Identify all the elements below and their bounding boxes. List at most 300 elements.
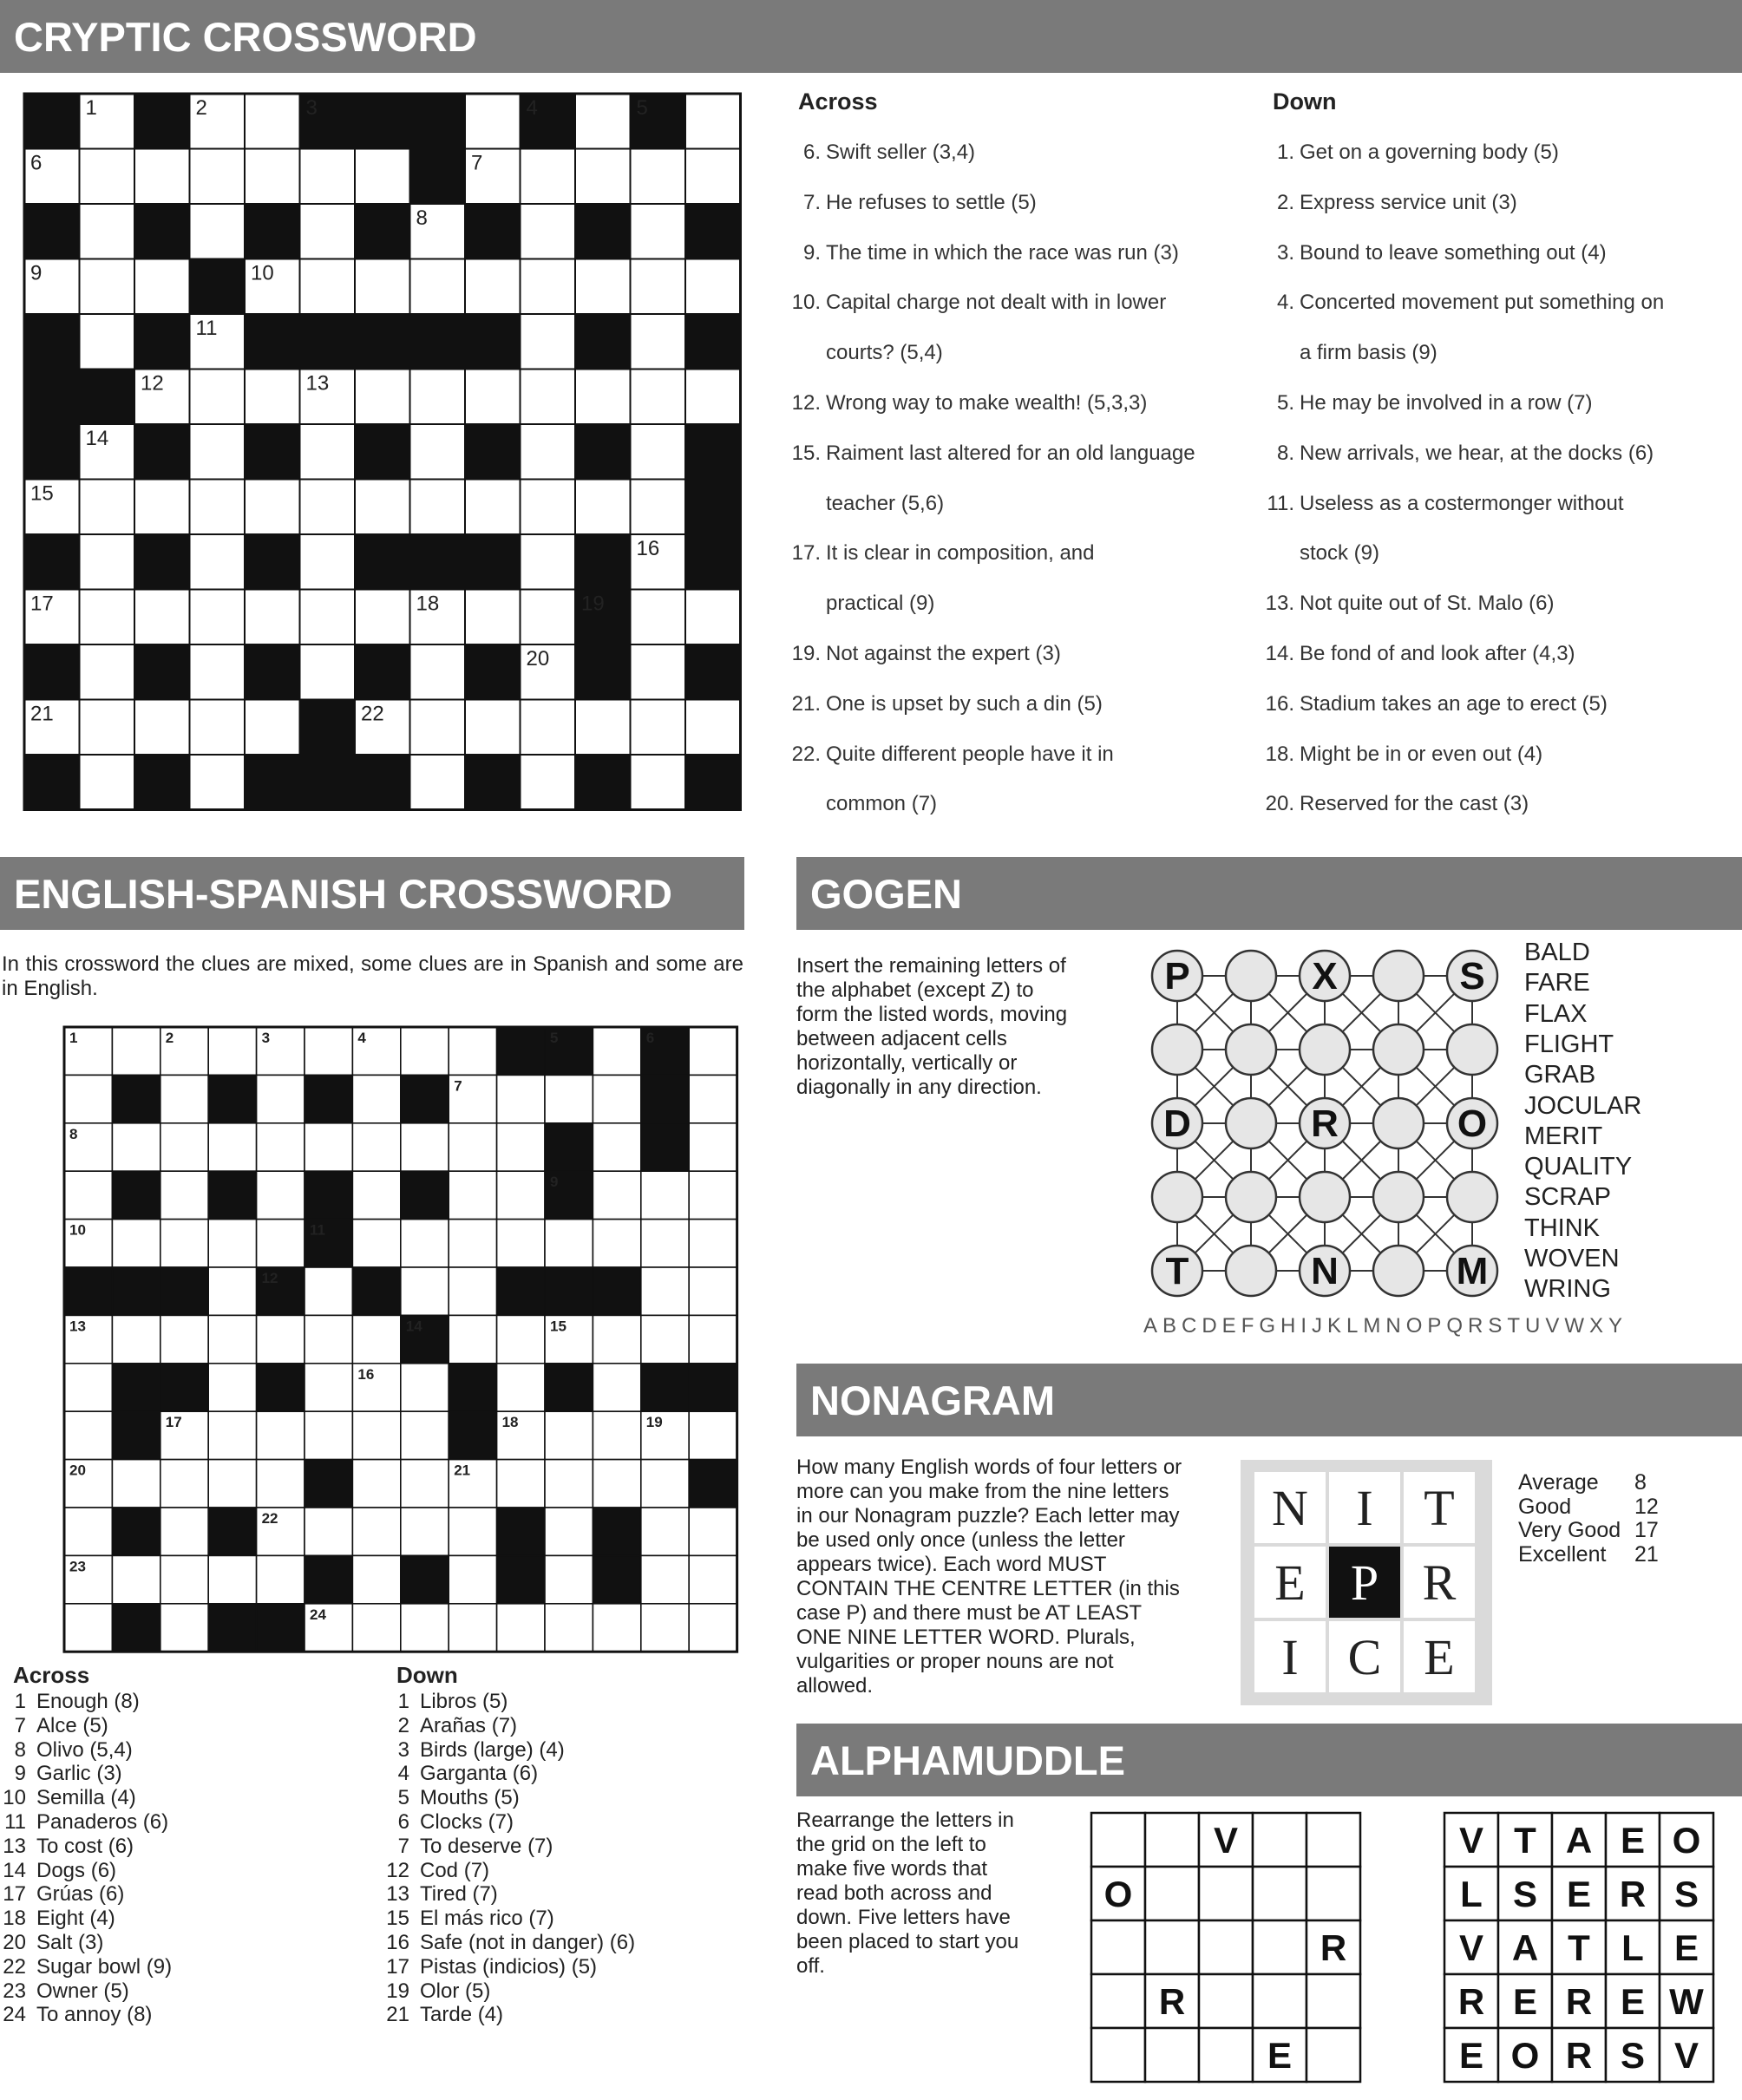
clue-line <box>1260 692 1608 716</box>
white-square[interactable] <box>134 700 190 756</box>
white-square[interactable] <box>449 1315 496 1363</box>
alphamuddle-letter: A <box>1565 1820 1593 1861</box>
white-square[interactable] <box>352 1171 400 1219</box>
clue-number: 9. <box>802 240 821 265</box>
white-square[interactable] <box>112 1315 160 1363</box>
white-square[interactable] <box>300 534 356 590</box>
gogen-cell[interactable] <box>1226 1172 1276 1222</box>
white-square[interactable] <box>521 204 576 259</box>
white-square[interactable] <box>641 1555 689 1603</box>
clue-number: 17. <box>791 541 821 566</box>
white-square[interactable] <box>685 149 741 205</box>
white-square[interactable] <box>685 590 741 645</box>
white-square[interactable] <box>352 1411 400 1459</box>
white-square[interactable] <box>575 480 631 535</box>
clue-line <box>786 191 1037 215</box>
white-square[interactable] <box>593 1411 640 1459</box>
white-square[interactable] <box>355 590 410 645</box>
clue-number: 18 <box>3 1907 26 1931</box>
gogen-cell[interactable] <box>1373 951 1424 1001</box>
alphamuddle-cell[interactable] <box>1091 1920 1145 1974</box>
gogen-cell[interactable] <box>1447 1172 1497 1222</box>
white-square[interactable] <box>300 259 356 315</box>
white-square[interactable] <box>631 204 686 259</box>
white-square[interactable] <box>593 1220 640 1267</box>
black-square <box>355 534 410 590</box>
white-square[interactable] <box>521 755 576 810</box>
white-square[interactable] <box>300 644 356 700</box>
clue-text: Grúas (6) <box>36 1882 125 1907</box>
white-square[interactable] <box>401 1460 449 1508</box>
white-square[interactable] <box>575 94 631 149</box>
white-square[interactable] <box>449 1171 496 1219</box>
white-square[interactable] <box>465 480 521 535</box>
white-square[interactable] <box>689 1555 737 1603</box>
white-square[interactable] <box>305 1267 352 1315</box>
white-square[interactable] <box>545 1075 593 1122</box>
white-square[interactable] <box>112 1555 160 1603</box>
clue-line <box>383 1931 635 1955</box>
alphamuddle-cell[interactable] <box>1091 2028 1145 2082</box>
white-square[interactable] <box>245 590 300 645</box>
white-square[interactable] <box>689 1171 737 1219</box>
white-square[interactable] <box>401 1123 449 1171</box>
white-square[interactable] <box>112 1123 160 1171</box>
white-square[interactable] <box>257 1171 305 1219</box>
white-square[interactable] <box>160 1123 208 1171</box>
white-square[interactable] <box>245 149 300 205</box>
white-square[interactable] <box>160 1220 208 1267</box>
black-square <box>24 755 80 810</box>
white-square[interactable] <box>497 1460 545 1508</box>
gogen-cell[interactable] <box>1226 1098 1276 1148</box>
white-square[interactable] <box>465 259 521 315</box>
white-square[interactable] <box>257 1123 305 1171</box>
white-square[interactable] <box>521 480 576 535</box>
clue-text: Owner (5) <box>36 1979 129 2003</box>
es-grid[interactable] <box>63 1026 738 1652</box>
white-square[interactable] <box>80 755 135 810</box>
gogen-cell[interactable] <box>1226 1024 1276 1075</box>
white-square[interactable] <box>305 1315 352 1363</box>
clue-number: 24 <box>3 2003 26 2027</box>
white-square[interactable] <box>689 1267 737 1315</box>
alphamuddle-cell[interactable] <box>1091 1813 1145 1867</box>
white-square[interactable] <box>593 1315 640 1363</box>
white-square[interactable] <box>160 1604 208 1652</box>
white-square[interactable] <box>257 1315 305 1363</box>
clue-text: Not against the expert (3) <box>826 642 1061 665</box>
clue-line <box>786 642 1061 666</box>
clue-text: To deserve (7) <box>420 1834 553 1858</box>
white-square[interactable] <box>245 370 300 425</box>
white-square[interactable] <box>80 534 135 590</box>
white-square[interactable] <box>190 204 246 259</box>
white-square[interactable] <box>300 480 356 535</box>
white-square[interactable] <box>449 1555 496 1603</box>
clue-number: 1 <box>85 96 97 120</box>
white-square[interactable] <box>190 534 246 590</box>
clue-text: a firm basis (9) <box>1300 341 1437 365</box>
white-square[interactable] <box>134 480 190 535</box>
white-square[interactable] <box>631 370 686 425</box>
es-across-heading: Across <box>13 1662 90 1688</box>
white-square[interactable] <box>208 1123 256 1171</box>
white-square[interactable] <box>521 590 576 645</box>
white-square[interactable] <box>689 1604 737 1652</box>
white-square[interactable] <box>449 1123 496 1171</box>
gogen-letter: R <box>1311 1102 1339 1145</box>
white-square[interactable] <box>160 1555 208 1603</box>
clue-text: New arrivals, we hear, at the docks (6) <box>1300 441 1654 465</box>
black-square <box>245 534 300 590</box>
white-square[interactable] <box>631 590 686 645</box>
white-square[interactable] <box>685 370 741 425</box>
white-square[interactable] <box>631 700 686 756</box>
white-square[interactable] <box>190 370 246 425</box>
gogen-cell[interactable] <box>1226 951 1276 1001</box>
white-square[interactable] <box>64 1508 112 1555</box>
gogen-cell[interactable] <box>1373 1098 1424 1148</box>
white-square[interactable] <box>245 94 300 149</box>
white-square[interactable] <box>641 1171 689 1219</box>
white-square[interactable] <box>80 204 135 259</box>
white-square[interactable] <box>689 1411 737 1459</box>
white-square[interactable] <box>575 149 631 205</box>
white-square[interactable] <box>134 590 190 645</box>
white-square[interactable] <box>449 1604 496 1652</box>
clue-number: 16 <box>636 537 660 560</box>
white-square[interactable] <box>521 314 576 370</box>
white-square[interactable] <box>208 1220 256 1267</box>
white-square[interactable] <box>305 1364 352 1411</box>
white-square[interactable] <box>449 1027 496 1075</box>
white-square[interactable] <box>689 1027 737 1075</box>
white-square[interactable] <box>685 94 741 149</box>
white-square[interactable] <box>641 1267 689 1315</box>
gogen-cell[interactable] <box>1447 1024 1497 1075</box>
white-square[interactable] <box>305 1027 352 1075</box>
white-square[interactable] <box>593 1460 640 1508</box>
white-square[interactable] <box>689 1075 737 1122</box>
white-square[interactable] <box>410 700 466 756</box>
white-square[interactable] <box>641 1604 689 1652</box>
white-square[interactable] <box>465 94 521 149</box>
white-square[interactable] <box>497 1075 545 1122</box>
gogen-cell[interactable] <box>1152 1024 1202 1075</box>
cryptic-across-heading: Across <box>798 88 878 114</box>
white-square[interactable] <box>689 1315 737 1363</box>
white-square[interactable] <box>112 1460 160 1508</box>
white-square[interactable] <box>208 1555 256 1603</box>
black-square <box>352 1267 400 1315</box>
alphamuddle-answer-grid[interactable] <box>1090 1811 1364 2085</box>
clue-text: Panaderos (6) <box>36 1810 169 1834</box>
white-square[interactable] <box>521 370 576 425</box>
white-square[interactable] <box>593 1171 640 1219</box>
white-square[interactable] <box>401 1220 449 1267</box>
white-square[interactable] <box>190 755 246 810</box>
white-square[interactable] <box>160 1315 208 1363</box>
clue-line <box>0 1859 116 1883</box>
white-square[interactable] <box>631 149 686 205</box>
white-square[interactable] <box>497 1220 545 1267</box>
white-square[interactable] <box>208 1460 256 1508</box>
white-square[interactable] <box>465 700 521 756</box>
white-square[interactable] <box>305 1411 352 1459</box>
white-square[interactable] <box>300 149 356 205</box>
white-square[interactable] <box>80 644 135 700</box>
alphamuddle-cell[interactable] <box>1306 1867 1360 1920</box>
gogen-cell[interactable] <box>1373 1024 1424 1075</box>
alphamuddle-cell[interactable] <box>1306 1974 1360 2028</box>
white-square[interactable] <box>401 1267 449 1315</box>
clue-text: He may be involved in a row (7) <box>1300 391 1593 415</box>
cryptic-title: CRYPTIC CROSSWORD <box>14 13 477 60</box>
white-square[interactable] <box>410 259 466 315</box>
white-square[interactable] <box>410 424 466 480</box>
white-square[interactable] <box>593 1364 640 1411</box>
white-square[interactable] <box>64 1604 112 1652</box>
alphamuddle-cell[interactable] <box>1199 1867 1253 1920</box>
white-square[interactable] <box>257 1555 305 1603</box>
white-square[interactable] <box>355 259 410 315</box>
white-square[interactable] <box>685 700 741 756</box>
white-square[interactable] <box>190 424 246 480</box>
white-square[interactable] <box>410 644 466 700</box>
alphamuddle-cell[interactable] <box>1306 2028 1360 2082</box>
white-square[interactable] <box>80 149 135 205</box>
white-square[interactable] <box>545 1555 593 1603</box>
white-square[interactable] <box>465 370 521 425</box>
white-square[interactable] <box>134 259 190 315</box>
white-square[interactable] <box>352 1508 400 1555</box>
white-square[interactable] <box>190 480 246 535</box>
clue-line <box>786 391 1147 415</box>
white-square[interactable] <box>521 424 576 480</box>
white-square[interactable] <box>497 1364 545 1411</box>
white-square[interactable] <box>449 1267 496 1315</box>
gogen-cell[interactable] <box>1300 1172 1350 1222</box>
clue-number: 16 <box>386 1931 409 1954</box>
alphamuddle-cell[interactable] <box>1145 1920 1199 1974</box>
white-square[interactable] <box>521 149 576 205</box>
white-square[interactable] <box>545 1508 593 1555</box>
black-square <box>24 204 80 259</box>
white-square[interactable] <box>355 370 410 425</box>
gogen-cell[interactable] <box>1373 1172 1424 1222</box>
white-square[interactable] <box>80 259 135 315</box>
clue-text: Concerted movement put something on <box>1300 291 1665 315</box>
white-square[interactable] <box>112 1220 160 1267</box>
white-square[interactable] <box>497 1171 545 1219</box>
alphamuddle-cell[interactable] <box>1253 1920 1306 1974</box>
white-square[interactable] <box>190 700 246 756</box>
white-square[interactable] <box>631 480 686 535</box>
clue-number: 12 <box>386 1858 409 1882</box>
white-square[interactable] <box>545 1220 593 1267</box>
white-square[interactable] <box>497 1604 545 1652</box>
white-square[interactable] <box>631 424 686 480</box>
nonagram-grid[interactable] <box>1241 1460 1492 1705</box>
clue-line <box>0 1690 140 1714</box>
white-square[interactable] <box>497 1315 545 1363</box>
clue-number: 17 <box>165 1414 182 1431</box>
white-square[interactable] <box>352 1555 400 1603</box>
clue-text: He refuses to settle (5) <box>826 190 1037 214</box>
white-square[interactable] <box>160 1508 208 1555</box>
white-square[interactable] <box>190 149 246 205</box>
gogen-cell[interactable] <box>1300 1024 1350 1075</box>
gogen-cell[interactable] <box>1226 1246 1276 1296</box>
white-square[interactable] <box>575 370 631 425</box>
white-square[interactable] <box>160 1171 208 1219</box>
white-square[interactable] <box>401 1604 449 1652</box>
white-square[interactable] <box>631 259 686 315</box>
clue-number: 15. <box>791 441 821 465</box>
cryptic-grid[interactable] <box>23 93 742 811</box>
white-square[interactable] <box>593 1123 640 1171</box>
black-square <box>593 1555 640 1603</box>
white-square[interactable] <box>134 149 190 205</box>
white-square[interactable] <box>352 1315 400 1363</box>
white-square[interactable] <box>641 1460 689 1508</box>
white-square[interactable] <box>64 1364 112 1411</box>
white-square[interactable] <box>352 1220 400 1267</box>
white-square[interactable] <box>352 1123 400 1171</box>
white-square[interactable] <box>497 1123 545 1171</box>
alphamuddle-cell[interactable] <box>1199 1920 1253 1974</box>
white-square[interactable] <box>545 1411 593 1459</box>
alphamuddle-cell[interactable] <box>1253 1867 1306 1920</box>
white-square[interactable] <box>521 534 576 590</box>
clue-line <box>1260 541 1379 566</box>
alphamuddle-cell[interactable] <box>1199 1974 1253 2028</box>
white-square[interactable] <box>575 700 631 756</box>
clue-line <box>0 1907 115 1931</box>
white-square[interactable] <box>410 370 466 425</box>
alphamuddle-cell[interactable] <box>1253 1813 1306 1867</box>
white-square[interactable] <box>208 1364 256 1411</box>
white-square[interactable] <box>449 1220 496 1267</box>
gogen-word: QUALITY <box>1524 1153 1633 1181</box>
white-square[interactable] <box>300 590 356 645</box>
white-square[interactable] <box>521 700 576 756</box>
white-square[interactable] <box>689 1220 737 1267</box>
white-square[interactable] <box>401 1411 449 1459</box>
gogen-grid[interactable] <box>1145 944 1489 1292</box>
white-square[interactable] <box>352 1075 400 1122</box>
alphamuddle-cell[interactable] <box>1091 1974 1145 2028</box>
white-square[interactable] <box>352 1604 400 1652</box>
white-square[interactable] <box>112 1027 160 1075</box>
alphamuddle-cell[interactable] <box>1145 2028 1199 2082</box>
white-square[interactable] <box>641 1220 689 1267</box>
white-square[interactable] <box>64 1075 112 1122</box>
white-square[interactable] <box>593 1604 640 1652</box>
white-square[interactable] <box>410 755 466 810</box>
white-square[interactable] <box>208 1411 256 1459</box>
white-square[interactable] <box>689 1508 737 1555</box>
clue-line <box>383 1979 490 2004</box>
white-square[interactable] <box>300 204 356 259</box>
gogen-cell[interactable] <box>1152 1172 1202 1222</box>
white-square[interactable] <box>80 314 135 370</box>
white-square[interactable] <box>685 259 741 315</box>
nonagram-intro: How many English words of four letters or more can you make from the nine letters in our Nonagram puzzle? Each letter may be used only once (unless the letter appears twice). Each word MUST CONTAIN THE CENTRE LETTER (in this case P) and there must be AT LEAST ONE NINE LETTER WORD. Plurals, vulgarities or proper nouns are not allowed. <box>796 1456 1182 1698</box>
white-square[interactable] <box>401 1027 449 1075</box>
alphamuddle-cell[interactable] <box>1199 2028 1253 2082</box>
alphamuddle-cell[interactable] <box>1306 1813 1360 1867</box>
clue-line <box>383 1882 498 1907</box>
white-square[interactable] <box>80 590 135 645</box>
white-square[interactable] <box>160 1075 208 1122</box>
white-square[interactable] <box>257 1075 305 1122</box>
white-square[interactable] <box>64 1411 112 1459</box>
white-square[interactable] <box>521 259 576 315</box>
white-square[interactable] <box>245 480 300 535</box>
white-square[interactable] <box>160 1460 208 1508</box>
white-square[interactable] <box>190 644 246 700</box>
white-square[interactable] <box>190 590 246 645</box>
white-square[interactable] <box>465 590 521 645</box>
white-square[interactable] <box>575 259 631 315</box>
white-square[interactable] <box>80 700 135 756</box>
alphamuddle-cell[interactable] <box>1145 1867 1199 1920</box>
alphamuddle-cell[interactable] <box>1145 1813 1199 1867</box>
white-square[interactable] <box>208 1315 256 1363</box>
white-square[interactable] <box>593 1027 640 1075</box>
white-square[interactable] <box>355 480 410 535</box>
white-square[interactable] <box>593 1075 640 1122</box>
white-square[interactable] <box>401 1364 449 1411</box>
clue-number: 15 <box>550 1318 566 1335</box>
white-square[interactable] <box>355 149 410 205</box>
white-square[interactable] <box>449 1508 496 1555</box>
white-square[interactable] <box>689 1123 737 1171</box>
clue-line <box>0 1810 168 1835</box>
white-square[interactable] <box>305 1508 352 1555</box>
white-square[interactable] <box>641 1315 689 1363</box>
white-square[interactable] <box>257 1220 305 1267</box>
white-square[interactable] <box>545 1604 593 1652</box>
alphamuddle-letter: T <box>1568 1927 1590 1968</box>
white-square[interactable] <box>410 480 466 535</box>
white-square[interactable] <box>352 1460 400 1508</box>
white-square[interactable] <box>80 480 135 535</box>
white-square[interactable] <box>305 1123 352 1171</box>
white-square[interactable] <box>245 700 300 756</box>
white-square[interactable] <box>257 1411 305 1459</box>
white-square[interactable] <box>257 1460 305 1508</box>
white-square[interactable] <box>300 424 356 480</box>
black-square <box>410 94 466 149</box>
white-square[interactable] <box>208 1027 256 1075</box>
white-square[interactable] <box>208 1267 256 1315</box>
clue-number: 24 <box>310 1606 326 1623</box>
alphamuddle-cell[interactable] <box>1253 1974 1306 2028</box>
white-square[interactable] <box>641 1508 689 1555</box>
white-square[interactable] <box>631 755 686 810</box>
white-square[interactable] <box>631 314 686 370</box>
white-square[interactable] <box>401 1508 449 1555</box>
white-square[interactable] <box>64 1171 112 1219</box>
gogen-word: MERIT <box>1524 1122 1603 1150</box>
white-square[interactable] <box>631 644 686 700</box>
gogen-cell[interactable] <box>1373 1246 1424 1296</box>
white-square[interactable] <box>545 1460 593 1508</box>
score-label: Excellent <box>1518 1541 1607 1567</box>
